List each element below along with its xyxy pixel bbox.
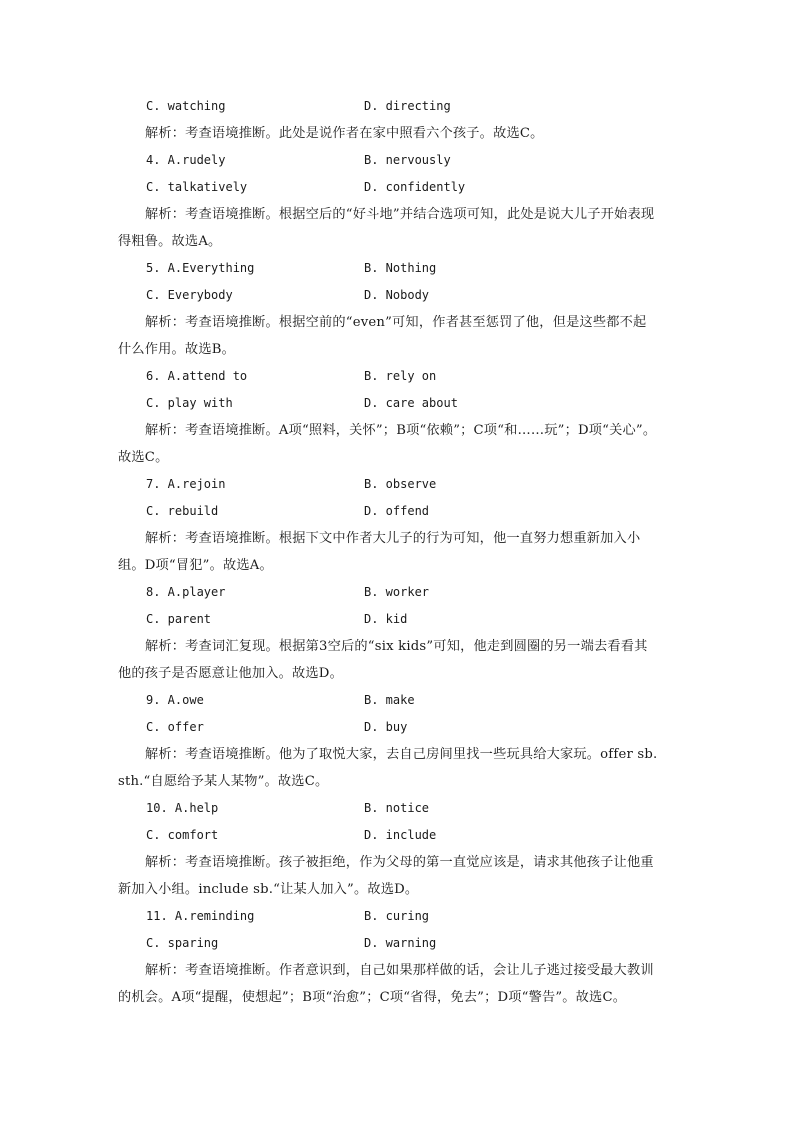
option-row bbox=[118, 795, 658, 822]
option-row bbox=[118, 498, 658, 525]
option-right: D. offend bbox=[364, 504, 430, 518]
option-row bbox=[118, 687, 658, 714]
option-row bbox=[118, 579, 658, 606]
option-right: B. Nothing bbox=[364, 261, 437, 275]
option-left: C. sparing bbox=[146, 936, 219, 950]
option-right: B. notice bbox=[364, 801, 430, 815]
option-left: 8. A.player bbox=[146, 585, 226, 599]
option-left: 10. A.help bbox=[146, 801, 219, 815]
option-row bbox=[118, 147, 658, 174]
explanation-paragraph: 解析：考查语境推断。孩子被拒绝，作为父母的第一直觉应该是，请求其他孩子让他重新加入小组。include sb.“让某人加入”。故选D。 bbox=[118, 855, 654, 897]
explanation-paragraph: 解析：考查语境推断。根据下文中作者大儿子的行为可知，他一直努力想重新加入小组。D项“冒犯”。故选A。 bbox=[118, 531, 641, 573]
option-left: C. play with bbox=[146, 396, 233, 410]
option-left: C. rebuild bbox=[146, 504, 219, 518]
option-row bbox=[118, 174, 658, 201]
option-left: C. offer bbox=[146, 720, 204, 734]
option-right: B. observe bbox=[364, 477, 437, 491]
explanation-paragraph: 解析：考查语境推断。他为了取悦大家，去自己房间里找一些玩具给大家玩。offer sb. sth.“自愿给予某人某物”。故选C。 bbox=[118, 747, 658, 789]
explanation-paragraph: 解析：考查词汇复现。根据第3空后的“six kids”可知，他走到圆圈的另一端去看看其他的孩子是否愿意让他加入。故选D。 bbox=[118, 639, 648, 681]
option-right: D. kid bbox=[364, 612, 408, 626]
option-left: 9. A.owe bbox=[146, 693, 204, 707]
option-row bbox=[118, 471, 658, 498]
option-right: D. care about bbox=[364, 396, 458, 410]
option-right: B. make bbox=[364, 693, 415, 707]
option-left: 11. A.reminding bbox=[146, 909, 255, 923]
option-row bbox=[118, 255, 658, 282]
option-right: B. nervously bbox=[364, 153, 451, 167]
option-row bbox=[118, 930, 658, 957]
option-left: 4. A.rudely bbox=[146, 153, 226, 167]
option-left: C. parent bbox=[146, 612, 212, 626]
option-row bbox=[118, 606, 658, 633]
option-left: C. Everybody bbox=[146, 288, 233, 302]
option-left: C. watching bbox=[146, 99, 226, 113]
explanation-paragraph: 解析：考查语境推断。根据空后的“好斗地”并结合选项可知，此处是说大儿子开始表现得粗鲁。故选A。 bbox=[118, 207, 655, 249]
option-left: 5. A.Everything bbox=[146, 261, 255, 275]
option-right: D. directing bbox=[364, 99, 451, 113]
explanation-paragraph: 解析：考查语境推断。作者意识到，自己如果那样做的话，会让儿子逃过接受最大教训的机会。A项“提醒，使想起”；B项“治愈”；C项“省得，免去”；D项“警告”。故选C。 bbox=[118, 963, 654, 1005]
option-left: 6. A.attend to bbox=[146, 369, 248, 383]
option-right: D. confidently bbox=[364, 180, 466, 194]
option-row bbox=[118, 390, 658, 417]
option-row bbox=[118, 822, 658, 849]
option-left: C. comfort bbox=[146, 828, 219, 842]
option-row bbox=[118, 282, 658, 309]
explanation-paragraph: 解析：考查语境推断。此处是说作者在家中照看六个孩子。故选C。 bbox=[145, 126, 544, 141]
explanation-paragraph: 解析：考查语境推断。A项“照料，关怀”；B项“依赖”；C项“和……玩”；D项“关心”。故选C。 bbox=[118, 423, 657, 465]
option-right: B. rely on bbox=[364, 369, 437, 383]
option-right: D. include bbox=[364, 828, 437, 842]
option-row bbox=[118, 363, 658, 390]
option-row bbox=[118, 93, 658, 120]
explanation-paragraph: 解析：考查语境推断。根据空前的“even”可知，作者甚至惩罚了他，但是这些都不起什么作用。故选B。 bbox=[118, 315, 647, 357]
option-right: B. curing bbox=[364, 909, 430, 923]
option-left: C. talkatively bbox=[146, 180, 248, 194]
option-right: D. Nobody bbox=[364, 288, 430, 302]
option-row bbox=[118, 714, 658, 741]
option-row bbox=[118, 903, 658, 930]
option-left: 7. A.rejoin bbox=[146, 477, 226, 491]
option-right: B. worker bbox=[364, 585, 430, 599]
option-right: D. buy bbox=[364, 720, 408, 734]
option-right: D. warning bbox=[364, 936, 437, 950]
answer-key-content bbox=[118, 93, 658, 1011]
